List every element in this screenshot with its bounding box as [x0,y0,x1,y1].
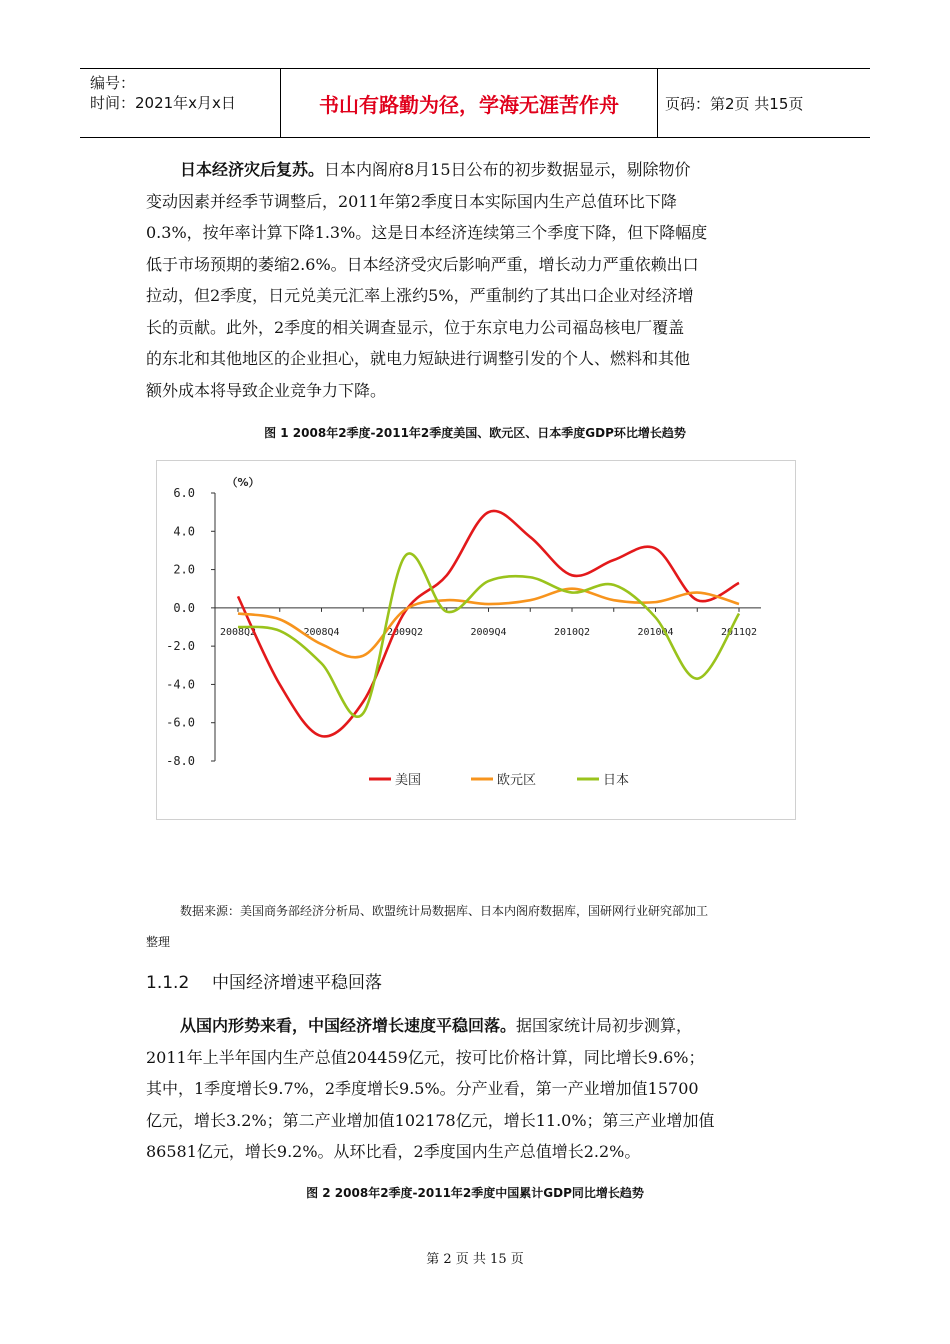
x-tick-label: 2010Q2 [553,626,591,638]
figure1-caption: 图 1 2008年2季度-2011年2季度美国、欧元区、日本季度GDP环比增长趋势 [264,426,686,440]
legend-label: 欧元区 [497,773,537,788]
y-axis-label: （%） [226,476,260,489]
number-label: 编号： [90,74,136,92]
paragraph-line: 从国内形势来看，中国经济增长速度平稳回落。据国家统计局初步测算， [180,1016,693,1035]
page-footer: 第 2 页 共 15 页 [426,1252,524,1267]
x-tick-label: 2010Q4 [637,626,674,638]
paragraph-lead: 日本经济灾后复苏。 [180,160,325,179]
paragraph-line: 变动因素并经季节调整后，2011年第2季度日本实际国内生产总值环比下降 [146,191,677,211]
paragraph-line: 的东北和其他地区的企业担心，就电力短缺进行调整引发的个人、燃料和其他 [146,349,691,368]
x-tick-label: 2009Q2 [386,626,424,638]
time-label: 时间：2021年x月x日 [90,94,236,112]
page-header [80,68,870,138]
series-line-1 [238,589,739,658]
source-note [146,896,816,958]
x-tick-label: 2009Q4 [470,626,507,638]
legend-label: 日本 [603,773,630,788]
header-page-info: 页码：第2页 共15页 [665,94,804,113]
legend-label: 美国 [395,773,422,788]
paragraph-line: 低于市场预期的萎缩2.6%。日本经济受灾后影响严重，增长动力严重依赖出口 [146,254,699,274]
x-tick-label: 2008Q2 [219,626,257,638]
paragraph-line: 86581亿元，增长9.2%。从环比看，2季度国内生产总值增长2.2%。 [146,1142,641,1161]
gdp-chart-svg [157,461,795,819]
y-tick-label: -4.0 [166,677,195,692]
source-line: 数据来源：美国商务部经济分析局、欧盟统计局数据库、日本内阁府数据库，国研网行业研究部加工 [180,904,709,918]
paragraph-line: 日本经济灾后复苏。日本内阁府8月15日公布的初步数据显示，剔除物价 [180,160,691,179]
header-meta [80,69,281,137]
paragraph-lead: 从国内形势来看，中国经济增长速度平稳回落。 [180,1016,517,1035]
section-heading [146,968,382,993]
paragraph-line: 长的贡献。此外，2季度的相关调查显示，位于东京电力公司福岛核电厂覆盖 [146,317,685,337]
paragraph-china [146,1010,806,1168]
paragraph-line: 其中，1季度增长9.7%，2季度增长9.5%。分产业看，第一产业增加值15700 [146,1079,699,1098]
paragraph-line: 2011年上半年国内生产总值204459亿元，按可比价格计算，同比增长9.6%； [146,1047,705,1067]
y-tick-label: -8.0 [166,754,195,768]
section-title: 中国经济增速平稳回落 [212,973,382,993]
y-tick-label: -6.0 [166,715,195,730]
y-tick-label: 4.0 [173,524,195,539]
series-line-0 [238,511,739,736]
y-tick-label: -2.0 [166,639,195,654]
y-tick-label: 2.0 [173,562,195,577]
section-number: 1.1.2 [146,973,190,993]
gdp-chart [156,460,796,820]
paragraph-line: 额外成本将导致企业竞争力下降。 [146,380,387,400]
paragraph-japan [146,154,806,406]
y-tick-label: 0.0 [173,600,195,615]
y-tick-label: 6.0 [173,486,195,500]
paragraph-line: 拉动，但2季度，日元兑美元汇率上涨约5%，严重制约了其出口企业对经济增 [146,286,694,305]
paragraph-line: 0.3%，按年率计算下降1.3%。这是日本经济连续第三个季度下降，但下降幅度 [146,223,708,242]
x-tick-label: 2011Q2 [720,626,758,638]
x-tick-label: 2008Q4 [303,626,340,638]
figure2-caption: 图 2 2008年2季度-2011年2季度中国累计GDP同比增长趋势 [306,1186,644,1200]
source-line: 整理 [146,935,171,949]
header-motto: 书山有路勤为径，学海无涯苦作舟 [281,69,658,137]
paragraph-line: 亿元，增长3.2%；第二产业增加值102178亿元，增长11.0%；第三产业增加值 [146,1110,715,1130]
